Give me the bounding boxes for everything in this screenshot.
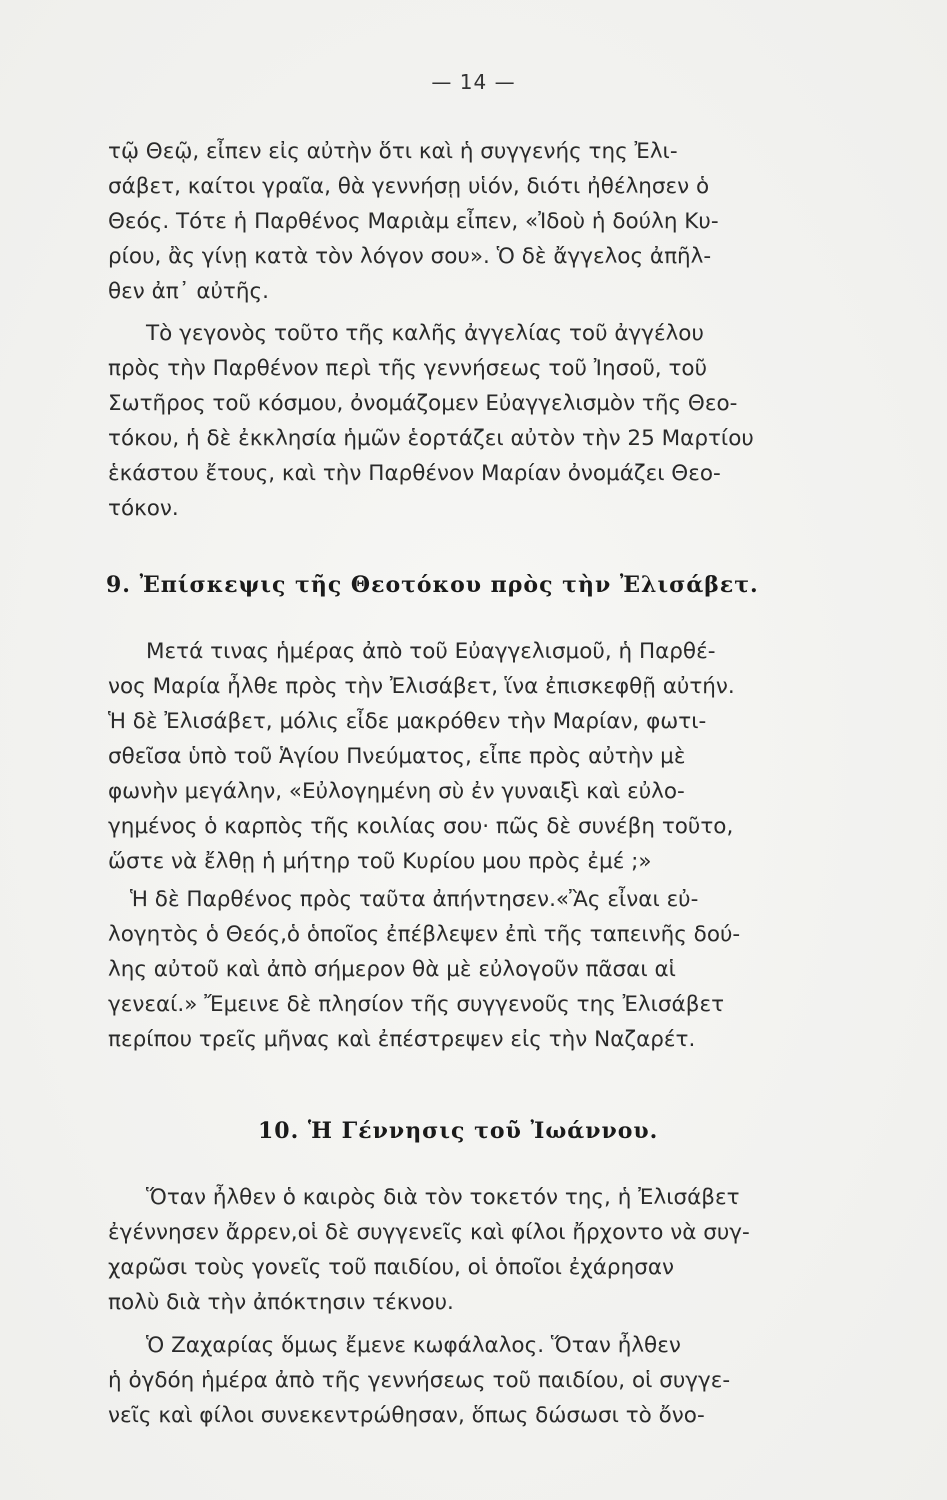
text-line: ἡ ὀγδόη ἡμέρα ἀπὸ τῆς γεννήσεως τοῦ παιδίου, οἱ συγγε- bbox=[108, 1368, 731, 1393]
text-line: Σωτῆρος τοῦ κόσμου, ὀνομάζομεν Εὐαγγελισμὸν τῆς Θεο- bbox=[108, 391, 738, 416]
text-line: ὥστε νὰ ἔλθῃ ἡ μήτηρ τοῦ Κυρίου μου πρὸς ἐμέ ;» bbox=[108, 849, 652, 874]
text-line: λογητὸς ὁ Θεός,ὁ ὁποῖος ἐπέβλεψεν ἐπὶ τῆς ταπεινῆς δού- bbox=[108, 922, 741, 947]
text-line: ἐγέννησεν ἄρρεν,οἱ δὲ συγγενεῖς καὶ φίλοι ἤρχοντο νὰ συγ- bbox=[108, 1220, 750, 1245]
text-line: πρὸς τὴν Παρθένον περὶ τῆς γεννήσεως τοῦ Ἰησοῦ, τοῦ bbox=[108, 356, 708, 381]
text-line: περίπου τρεῖς μῆνας καὶ ἐπέστρεψεν εἰς τὴν Ναζαρέτ. bbox=[108, 1027, 696, 1052]
text-line: γενεαί.» Ἔμεινε δὲ πλησίον τῆς συγγενοῦς της Ἐλισάβετ bbox=[108, 992, 725, 1017]
text-line: τόκον. bbox=[108, 496, 179, 521]
text-line: τόκου, ἡ δὲ ἐκκλησία ἡμῶν ἑορτάζει αὐτὸν τὴν 25 Μαρτίου bbox=[108, 426, 754, 451]
text-line: νος Μαρία ἦλθε πρὸς τὴν Ἐλισάβετ, ἵνα ἐπισκεφθῇ αὐτήν. bbox=[108, 674, 735, 699]
text-line: χαρῶσι τοὺς γονεῖς τοῦ παιδίου, οἱ ὁποῖοι ἐχάρησαν bbox=[108, 1255, 675, 1280]
text-line: Θεός. Τότε ἡ Παρθένος Μαριὰμ εἶπεν, «Ἰδοὺ ἡ δούλη Κυ- bbox=[108, 209, 719, 234]
text-line: Μετά τινας ἡμέρας ἀπὸ τοῦ Εὐαγγελισμοῦ, ἡ Παρθέ- bbox=[146, 639, 716, 664]
text-line: Ἡ δὲ Ἐλισάβετ, μόλις εἶδε μακρόθεν τὴν Μαρίαν, φωτι- bbox=[108, 709, 707, 734]
text-line: νεῖς καὶ φίλοι συνεκεντρώθησαν, ὅπως δώσωσι τὸ ὄνο- bbox=[108, 1403, 705, 1428]
text-line: πολὺ διὰ τὴν ἀπόκτησιν τέκνου. bbox=[108, 1290, 454, 1315]
text-line: Ἡ δὲ Παρθένος πρὸς ταῦτα ἀπήντησεν.«Ἂς εἶναι εὐ- bbox=[130, 887, 699, 912]
text-line: σθεῖσα ὑπὸ τοῦ Ἁγίου Πνεύματος, εἶπε πρὸς αὐτὴν μὲ bbox=[108, 744, 686, 769]
section-heading: 10. Ἡ Γέννησις τοῦ Ἰωάννου. bbox=[258, 1118, 659, 1144]
text-line: τῷ Θεῷ, εἶπεν εἰς αὐτὴν ὅτι καὶ ἡ συγγενής της Ἐλι- bbox=[108, 139, 678, 164]
page-number: — 14 — bbox=[431, 70, 516, 94]
text-line: γημένος ὁ καρπὸς τῆς κοιλίας σου· πῶς δὲ συνέβη τοῦτο, bbox=[108, 814, 734, 839]
text-line: Ὅταν ἦλθεν ὁ καιρὸς διὰ τὸν τοκετόν της, ἡ Ἐλισάβετ bbox=[146, 1185, 740, 1210]
text-line: λης αὐτοῦ καὶ ἀπὸ σήμερον θὰ μὲ εὐλογοῦν πᾶσαι αἱ bbox=[108, 957, 676, 982]
text-line: φωνὴν μεγάλην, «Εὐλογημένη σὺ ἐν γυναιξὶ καὶ εὐλο- bbox=[108, 779, 685, 804]
text-line: ρίου, ἂς γίνῃ κατὰ τὸν λόγον σου». Ὁ δὲ ἄγγελος ἀπῆλ- bbox=[108, 244, 712, 269]
text-line: ἑκάστου ἔτους, καὶ τὴν Παρθένον Μαρίαν ὀνομάζει Θεο- bbox=[108, 461, 721, 486]
text-line: Ὁ Ζαχαρίας ὅμως ἔμενε κωφάλαλος. Ὅταν ἦλθεν bbox=[146, 1333, 681, 1358]
text-line: Τὸ γεγονὸς τοῦτο τῆς καλῆς ἀγγελίας τοῦ ἀγγέλου bbox=[146, 321, 704, 346]
text-line: σάβετ, καίτοι γραῖα, θὰ γεννήσῃ υἱόν, διότι ἠθέλησεν ὁ bbox=[108, 174, 710, 199]
section-heading: 9. Ἐπίσκεψις τῆς Θεοτόκου πρὸς τὴν Ἐλισάβετ. bbox=[106, 572, 759, 598]
text-line: θεν ἀπ᾿ αὐτῆς. bbox=[108, 279, 269, 304]
